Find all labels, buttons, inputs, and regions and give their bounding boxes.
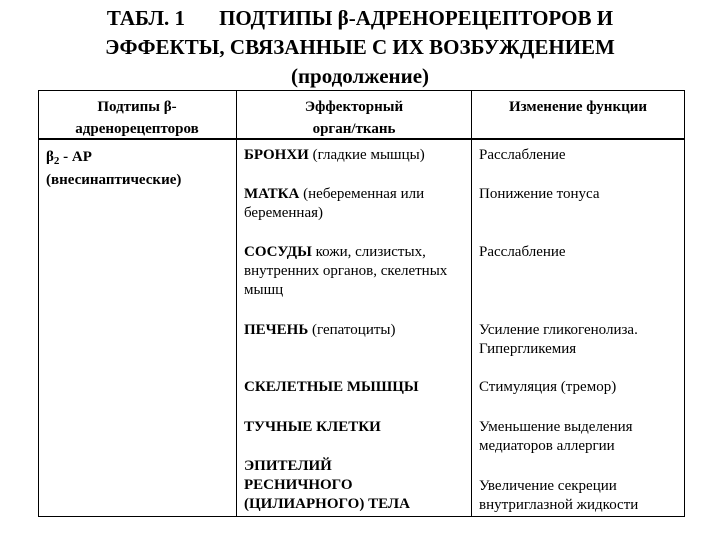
header-subtypes-line1: Подтипы β- xyxy=(97,99,177,115)
title-line-2: ЭФФЕКТЫ, СВЯЗАННЫЕ С ИХ ВОЗБУЖДЕНИЕМ xyxy=(105,35,615,59)
organ-cell xyxy=(244,146,470,165)
organ-detail: (гепатоциты) xyxy=(308,322,396,338)
header-function-change: Изменение функции xyxy=(508,99,648,115)
effect-cell: Увеличение секреции внутриглазной жидкости xyxy=(479,478,639,513)
effect-cell: Расслабление xyxy=(479,244,566,260)
organ-name: СОСУДЫ xyxy=(244,244,312,260)
organ-cell xyxy=(244,457,444,514)
organ-cell xyxy=(244,378,470,397)
organ-name: БРОНХИ xyxy=(244,147,309,163)
title-line-1 xyxy=(0,4,720,33)
title-line-3: (продолжение) xyxy=(290,64,430,88)
header-subtypes xyxy=(38,96,236,140)
header-subtypes-line2: адренорецепторов xyxy=(75,121,199,137)
effect-cell: Стимуляция (тремор) xyxy=(479,379,617,395)
organ-detail: (гладкие мышцы) xyxy=(308,147,425,163)
organ-name: ПЕЧЕНЬ xyxy=(244,322,309,338)
table-number: ТАБЛ. 1 xyxy=(106,6,186,30)
effect-cell: Уменьшение выделения медиаторов аллергии xyxy=(479,419,633,454)
organ-name: ЭПИТЕЛИЙ РЕСНИЧНОГО (ЦИЛИАРНОГО) ТЕЛА xyxy=(244,458,410,512)
beta-subscript: 2 xyxy=(53,155,60,167)
organ-name: СКЕЛЕТНЫЕ МЫШЦЫ xyxy=(244,379,419,395)
organ-detail: (небеременная или беременная) xyxy=(244,186,425,221)
title-text-1: ПОДТИПЫ β-АДРЕНОРЕЦЕПТОРОВ И xyxy=(219,6,614,30)
subtype-suffix: - АР xyxy=(59,149,92,165)
column-divider-1 xyxy=(236,90,237,517)
page-title xyxy=(0,4,720,91)
organ-cell xyxy=(244,321,470,340)
subtype-note: (внесинаптические) xyxy=(46,172,182,188)
header-organ-line1: Эффекторный xyxy=(304,99,404,115)
beta-symbol: β xyxy=(46,149,54,165)
header-organ xyxy=(237,96,471,140)
subtype-label xyxy=(46,148,231,171)
effect-cell: Расслабление xyxy=(479,147,566,163)
column-divider-2 xyxy=(471,90,472,517)
organ-cell xyxy=(244,418,470,437)
organ-cell xyxy=(244,185,470,223)
organ-name: МАТКА xyxy=(244,186,300,202)
organ-name: ТУЧНЫЕ КЛЕТКИ xyxy=(244,419,381,435)
organ-detail: кожи, слизистых, внутренних органов, скелетных мышц xyxy=(244,244,448,298)
header-organ-line2: орган/ткань xyxy=(312,121,396,137)
effect-cell: Понижение тонуса xyxy=(479,186,600,202)
effect-cell: Усиление гликогенолиза. Гипергликемия xyxy=(479,322,638,357)
organ-cell xyxy=(244,243,470,300)
subtype-cell xyxy=(46,148,231,190)
